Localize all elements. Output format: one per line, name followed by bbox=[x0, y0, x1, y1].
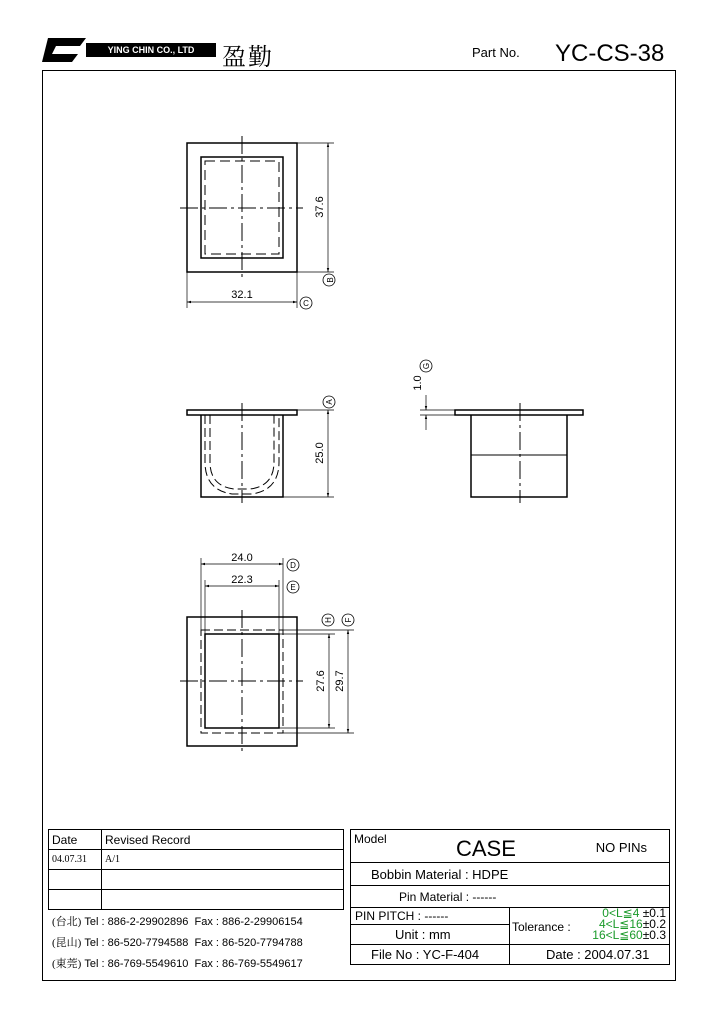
tolerance-value: ±0.2 bbox=[642, 917, 666, 931]
contact-row bbox=[52, 912, 344, 933]
dim-bottom-inner-height: 27.6 bbox=[315, 670, 327, 692]
revision-record bbox=[102, 890, 344, 910]
revision-record bbox=[102, 870, 344, 890]
file-number: File No : YC-F-404 bbox=[351, 945, 510, 965]
contact-fax: Fax : 86-520-7794788 bbox=[194, 937, 303, 949]
revision-date: 04.07.31 bbox=[49, 850, 102, 870]
dim-top-height: 37.6 bbox=[314, 196, 326, 218]
tolerance-range: 4<L≦16 bbox=[598, 917, 643, 931]
dim-top-width: 32.1 bbox=[231, 289, 253, 301]
front-view bbox=[187, 396, 335, 503]
tolerance-cell bbox=[510, 908, 670, 945]
company-name: 盈勤 bbox=[222, 45, 274, 71]
contact-row bbox=[52, 933, 344, 954]
top-view bbox=[180, 136, 335, 309]
revision-row bbox=[49, 850, 344, 870]
revision-header-record: Revised Record bbox=[102, 830, 344, 850]
bobbin-material: Bobbin Material : HDPE bbox=[351, 863, 670, 886]
model-cell bbox=[351, 830, 670, 863]
pin-pitch: PIN PITCH : ------ bbox=[351, 908, 510, 925]
model-name: CASE bbox=[456, 836, 516, 861]
part-number-label: Part No. bbox=[472, 45, 520, 60]
dim-bottom-inner-width: 22.3 bbox=[231, 574, 253, 586]
pin-material: Pin Material : ------ bbox=[351, 886, 670, 908]
contact-row bbox=[52, 954, 344, 975]
ref-b: B bbox=[326, 277, 335, 283]
revision-header-date: Date bbox=[49, 830, 102, 850]
tolerance-range: 16<L≦60 bbox=[592, 928, 643, 942]
pins-label: NO PINs bbox=[595, 840, 647, 855]
tolerance-label: Tolerance : bbox=[512, 920, 571, 934]
revision-row bbox=[49, 890, 344, 910]
part-number: YC-CS-38 bbox=[555, 40, 665, 67]
contact-tel: Tel : 86-520-7794588 bbox=[84, 937, 189, 949]
revision-header-row bbox=[49, 830, 344, 850]
contact-region: (昆山) bbox=[52, 937, 82, 949]
ref-g: G bbox=[422, 362, 431, 370]
ref-f: F bbox=[344, 617, 353, 623]
contact-list bbox=[52, 912, 344, 975]
contact-region: (台北) bbox=[52, 916, 82, 928]
model-label: Model bbox=[354, 832, 387, 846]
ref-a: A bbox=[325, 399, 334, 405]
unit: Unit : mm bbox=[351, 925, 510, 945]
dim-front-height: 25.0 bbox=[314, 442, 326, 464]
tolerance-range: 0<L≦4 bbox=[602, 906, 640, 920]
ref-c: C bbox=[303, 299, 309, 308]
tolerance-value: ±0.3 bbox=[642, 928, 666, 942]
ref-e: E bbox=[290, 583, 296, 592]
ref-h: H bbox=[324, 617, 333, 623]
revision-record: A/1 bbox=[102, 850, 344, 870]
logo-text: YING CHIN CO., LTD bbox=[107, 45, 195, 55]
dim-bottom-outer-width: 24.0 bbox=[231, 552, 253, 564]
side-view bbox=[420, 360, 583, 503]
dim-side-thickness: 1.0 bbox=[412, 375, 424, 391]
bottom-view bbox=[180, 558, 354, 753]
tolerance-value: ±0.1 bbox=[642, 906, 666, 920]
spec-table bbox=[350, 829, 670, 965]
contact-tel: Tel : 86-769-5549610 bbox=[84, 958, 189, 970]
tolerance-row bbox=[592, 930, 666, 941]
contact-region: (東莞) bbox=[52, 958, 82, 970]
contact-tel: Tel : 886-2-29902896 bbox=[84, 916, 189, 928]
contact-fax: Fax : 86-769-5549617 bbox=[194, 958, 303, 970]
ref-d: D bbox=[290, 561, 296, 570]
drawing-date: Date : 2004.07.31 bbox=[510, 945, 670, 965]
contact-fax: Fax : 886-2-29906154 bbox=[194, 916, 303, 928]
revision-row bbox=[49, 870, 344, 890]
dim-bottom-outer-height: 29.7 bbox=[334, 670, 346, 692]
revision-date bbox=[49, 890, 102, 910]
revision-date bbox=[49, 870, 102, 890]
revision-table bbox=[48, 829, 344, 910]
